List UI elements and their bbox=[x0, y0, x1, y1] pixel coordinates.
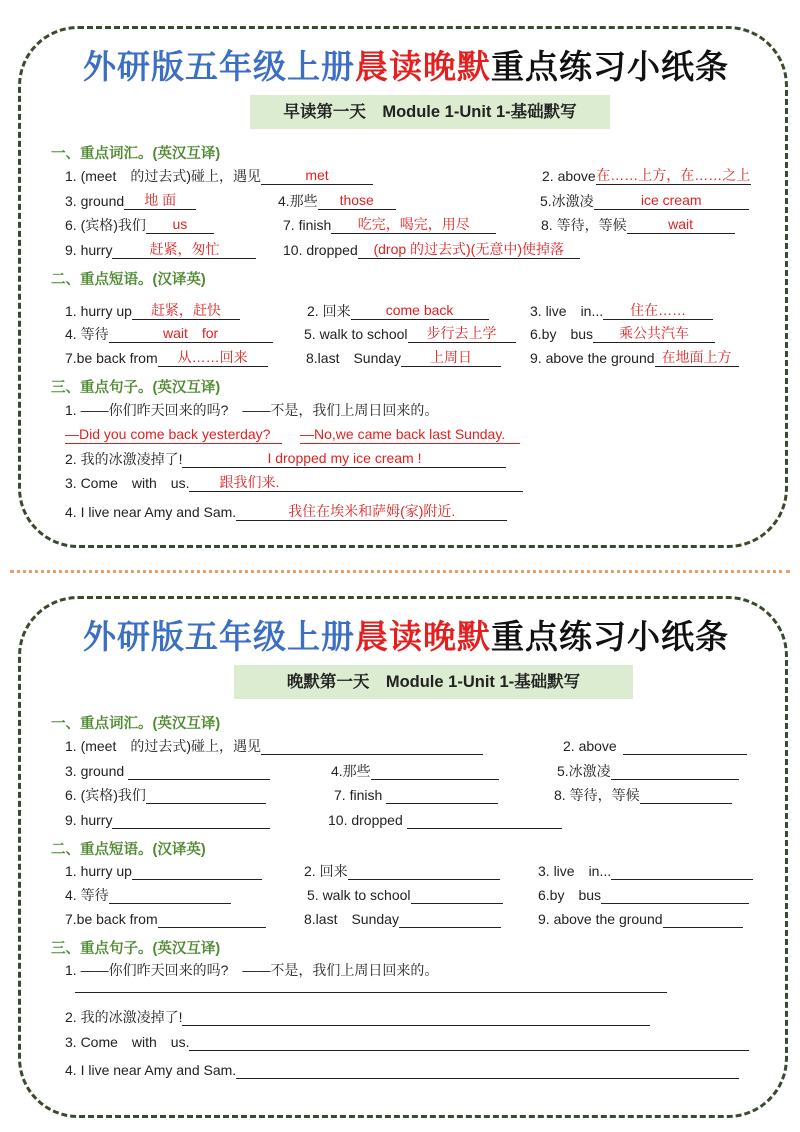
answer-blank: 地 面 bbox=[124, 192, 196, 210]
title-part-grade: 外研版五年级上册 bbox=[83, 47, 355, 86]
answer-blank: wait bbox=[627, 216, 735, 234]
vocab-item: 10. dropped (drop 的过去式)(无意中)使掉落 bbox=[283, 241, 580, 259]
vocab-item: 5.冰激凌 ice cream bbox=[540, 192, 749, 210]
answer-blank[interactable] bbox=[386, 786, 498, 804]
sentence-item: 2. 我的冰激凌掉了! I dropped my ice cream ! bbox=[65, 450, 506, 468]
sentence-item: 4. I live near Amy and Sam. bbox=[65, 1061, 739, 1079]
phrase-item: 9. above the ground bbox=[538, 910, 743, 928]
sentence-item: 1. ——你们昨天回来的吗? ——不是，我们上周日回来的。 bbox=[65, 962, 439, 978]
answer-blank: 吃完，喝完，用尽 bbox=[331, 216, 496, 234]
answer-blank[interactable] bbox=[640, 786, 732, 804]
answer-blank: (drop 的过去式)(无意中)使掉落 bbox=[358, 241, 580, 259]
answer-blank: 步行去上学 bbox=[408, 325, 516, 343]
evening-practice-card bbox=[18, 596, 788, 1118]
answer-blank[interactable] bbox=[112, 811, 270, 829]
phrase-item: 7.be back from bbox=[65, 910, 266, 928]
day-banner: 晚默第一天 Module 1-Unit 1-基础默写 bbox=[234, 665, 633, 699]
phrase-item: 4. 等待 bbox=[65, 886, 231, 904]
phrase-item: 1. hurry up bbox=[65, 862, 262, 880]
answer-blank[interactable] bbox=[158, 910, 266, 928]
answer-blank: wait for bbox=[109, 325, 273, 343]
answer-blank[interactable] bbox=[146, 786, 266, 804]
vocab-item: 6. (宾格)我们 bbox=[65, 786, 266, 804]
vocab-item: 3. ground bbox=[65, 762, 270, 780]
answer-blank: 住在…… bbox=[603, 302, 713, 320]
sentence-item: 3. Come with us. bbox=[65, 1033, 749, 1051]
answer-blank: 上周日 bbox=[401, 349, 501, 367]
phrase-item: 5. walk to school bbox=[307, 886, 503, 904]
answer-blank: 在地面上方 bbox=[655, 349, 739, 367]
title-part-rest: 重点练习小纸条 bbox=[491, 47, 729, 86]
answer-blank[interactable] bbox=[189, 1033, 749, 1051]
phrase-item: 5. walk to school 步行去上学 bbox=[304, 325, 516, 343]
phrase-item: 2. 回来 come back bbox=[307, 302, 489, 320]
answer-blank[interactable] bbox=[611, 762, 739, 780]
answer-blank[interactable] bbox=[236, 1061, 739, 1079]
phrase-item: 7.be back from 从……回来 bbox=[65, 349, 268, 367]
sentence-item: 2. 我的冰激凌掉了! bbox=[65, 1008, 650, 1026]
answer-blank: 在……上方，在……之上 bbox=[596, 167, 751, 183]
sentence-item: 3. Come with us. 跟我们来. bbox=[65, 474, 523, 492]
worksheet-title bbox=[21, 41, 791, 88]
sentence-answer: —Did you come back yesterday? bbox=[65, 425, 282, 444]
answer-blank: met bbox=[261, 167, 373, 185]
title-part-highlight: 晨读晚默 bbox=[355, 47, 491, 86]
answer-blank: 赶紧，匆忙 bbox=[112, 241, 256, 259]
morning-practice-card bbox=[18, 26, 788, 548]
vocab-item: 9. hurry 赶紧，匆忙 bbox=[65, 241, 256, 259]
phrase-item: 6.by bus 乘公共汽车 bbox=[530, 325, 715, 343]
answer-blank: 跟我们来. bbox=[189, 474, 523, 492]
vocab-item: 4.那些 those bbox=[278, 192, 396, 210]
vocab-item: 1. (meet 的过去式)碰上，遇见 bbox=[65, 737, 483, 755]
phrase-item: 9. above the ground 在地面上方 bbox=[530, 349, 739, 367]
answer-blank[interactable] bbox=[109, 886, 231, 904]
phrase-item: 3. live in... 住在…… bbox=[530, 302, 713, 320]
vocab-item: 4.那些 bbox=[331, 762, 499, 780]
answer-blank[interactable] bbox=[399, 910, 501, 928]
day-banner: 早读第一天 Module 1-Unit 1-基础默写 bbox=[250, 95, 610, 129]
phrase-item: 4. 等待 wait for bbox=[65, 325, 273, 343]
answer-blank[interactable] bbox=[348, 862, 500, 880]
vocab-item: 7. finish 吃完，喝完，用尽 bbox=[283, 216, 496, 234]
section-phrases-heading: 二、重点短语。(汉译英) bbox=[51, 842, 206, 858]
sentence-item: 1. ——你们昨天回来的吗? ——不是，我们上周日回来的。 bbox=[65, 402, 439, 418]
cut-line-divider bbox=[10, 570, 790, 573]
phrase-item: 1. hurry up 赶紧，赶快 bbox=[65, 302, 240, 320]
vocab-item: 6. (宾格)我们 us bbox=[65, 216, 214, 234]
answer-blank[interactable] bbox=[623, 737, 747, 755]
vocab-item: 8. 等待，等候 wait bbox=[541, 216, 735, 234]
answer-blank: ice cream bbox=[594, 192, 749, 210]
phrase-item: 8.last Sunday bbox=[304, 910, 501, 928]
sentence-item: 4. I live near Amy and Sam. 我住在埃米和萨姆(家)附近. bbox=[65, 503, 507, 521]
answer-blank[interactable] bbox=[601, 886, 749, 904]
answer-blank[interactable] bbox=[261, 737, 483, 755]
vocab-item: 1. (meet 的过去式)碰上，遇见 met bbox=[65, 167, 373, 185]
vocab-item: 3. ground 地 面 bbox=[65, 192, 196, 210]
answer-blank: I dropped my ice cream ! bbox=[182, 450, 506, 468]
phrase-item: 6.by bus bbox=[538, 886, 749, 904]
answer-blank: 赶紧，赶快 bbox=[132, 302, 240, 320]
vocab-item: 8. 等待，等候 bbox=[554, 786, 732, 804]
sentence-answer: —No,we came back last Sunday. bbox=[300, 425, 520, 444]
phrase-item: 2. 回来 bbox=[304, 862, 500, 880]
vocab-item: 7. finish bbox=[334, 786, 498, 804]
vocab-item: 2. above bbox=[563, 737, 747, 755]
answer-blank: 我住在埃米和萨姆(家)附近. bbox=[236, 503, 507, 521]
title-part-rest: 重点练习小纸条 bbox=[491, 617, 729, 656]
phrase-item: 8.last Sunday 上周日 bbox=[306, 349, 501, 367]
vocab-item: 9. hurry bbox=[65, 811, 270, 829]
answer-blank: us bbox=[146, 216, 214, 234]
answer-blank[interactable] bbox=[407, 811, 562, 829]
section-sentences-heading: 三、重点句子。(英汉互译) bbox=[51, 941, 221, 957]
answer-blank: those bbox=[318, 192, 396, 210]
answer-blank: come back bbox=[351, 302, 489, 320]
section-phrases-heading: 二、重点短语。(汉译英) bbox=[51, 272, 206, 288]
answer-blank[interactable] bbox=[128, 762, 270, 780]
vocab-item: 5.冰激凌 bbox=[557, 762, 739, 780]
answer-blank: 从……回来 bbox=[158, 349, 268, 367]
section-vocab-heading: 一、重点词汇。(英汉互译) bbox=[51, 146, 221, 162]
answer-blank[interactable] bbox=[132, 862, 262, 880]
worksheet-title bbox=[21, 611, 791, 658]
answer-blank[interactable] bbox=[663, 910, 743, 928]
answer-blank[interactable] bbox=[411, 886, 503, 904]
phrase-item: 3. live in... bbox=[538, 862, 753, 880]
section-vocab-heading: 一、重点词汇。(英汉互译) bbox=[51, 716, 221, 732]
title-part-highlight: 晨读晚默 bbox=[355, 617, 491, 656]
answer-line[interactable] bbox=[75, 992, 667, 993]
answer-blank: 乘公共汽车 bbox=[593, 325, 715, 343]
answer-blank[interactable] bbox=[611, 862, 753, 880]
title-part-grade: 外研版五年级上册 bbox=[83, 617, 355, 656]
vocab-item: 2. above在……上方，在……之上 bbox=[542, 167, 751, 184]
answer-blank[interactable] bbox=[182, 1008, 650, 1026]
section-sentences-heading: 三、重点句子。(英汉互译) bbox=[51, 380, 221, 396]
vocab-item: 10. dropped bbox=[328, 811, 562, 829]
answer-blank[interactable] bbox=[371, 762, 499, 780]
